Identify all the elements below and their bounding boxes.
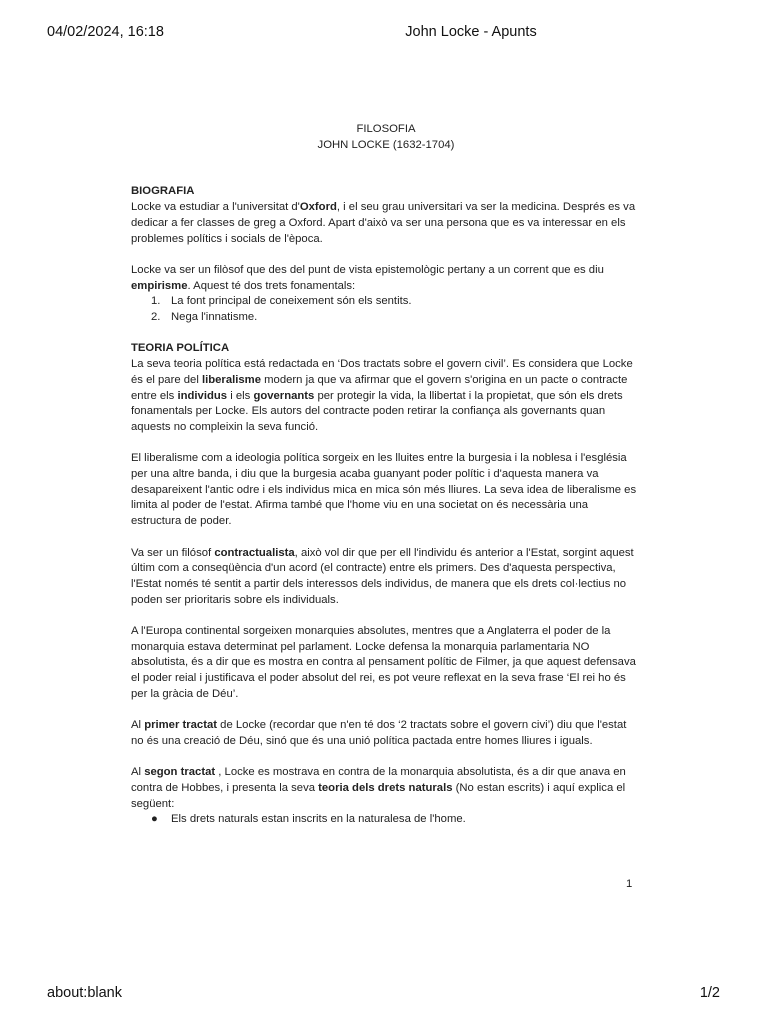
list-item-text: Els drets naturals estan inscrits en la naturalesa de l'home. [171,813,466,826]
document-subject: FILOSOFIA [356,123,416,135]
text-run: modern ja que va afirmar que el govern s'origina en un pacte o contracte entre els [131,373,628,402]
text-run: Al [131,719,145,732]
print-date: 04/02/2024, 16:18 [47,24,164,40]
bold-text: empirisme [131,279,188,292]
text-run: , i el seu grau universitari va ser la medicina. Després es va dedicar a fer classes de greg a Oxford. Apart d'això va ser una persona que es va interessar en els problemes polítics i socials de l'època. [131,201,636,245]
text-run: Locke va estudiar a l'universitat d' [131,201,300,214]
text-run: Va ser un filósof [131,546,215,559]
text-run: La seva teoria política está redactada en ‘Dos tractats sobre el govern civil’. Es considera que Locke és el pare del [131,358,633,386]
bold-text: contractualista [214,546,295,559]
text-run: de Locke (recordar que n'en té dos ‘2 tractats sobre el govern civi’) diu que l'estat no és una creació de Déu, sinó que és una unió política pactada entre homes lliures i iguals. [131,719,627,747]
list-item [131,812,641,828]
text-run: , això vol dir que per ell l'individu és anterior a l'Estat, sorgint aquest últim com a conseqüència d'un acord (el contracte) entre els primers. Des d'aquesta perspectiva, l'Estat només té sentit a partir dels interessos dels individus, de manera que els drets col·lectius no poden ser prioritaris sobre els individuals. [131,546,634,606]
paragraph [131,546,641,609]
document-title: JOHN LOCKE (1632-1704) [317,138,455,151]
text-run: , Locke es mostrava en contra de la monarquia absolutista, és a dir que anava en contra de Hobbes, i presenta la seva [131,766,626,795]
paragraph [131,200,641,247]
section-heading-biografia: BIOGRAFIA [131,185,195,198]
paragraph [131,765,641,812]
bold-text: Oxford [299,201,337,214]
document-page [131,122,641,828]
list-marker: 2. [151,311,161,324]
paragraph [131,624,641,703]
list-item-text: La font principal de coneixement són els sentits. [171,295,412,308]
print-title: John Locke - Apunts [405,24,537,40]
bold-text: liberalisme [201,373,261,386]
bold-text: teoria dels drets naturals [318,782,453,795]
text-run: i els [227,389,254,402]
bold-text: individus [177,389,228,402]
bold-text: segon tractat [144,766,216,779]
text-run: . Aquest té dos trets fonamentals: [187,279,356,292]
text-run: Locke va ser un filòsof que des del punt de vista epistemològic pertany a un corrent que es diu [131,263,604,276]
bold-text: governants [253,389,315,402]
page-number: 1 [626,878,633,890]
print-url: about:blank [47,985,122,1001]
paragraph [131,263,641,294]
numbered-list [131,294,641,325]
bold-text: primer tractat [144,719,218,732]
text-run: El liberalisme com a ideologia política sorgeix en les lluites entre la burgesia i la noblesa i l'església per una altre banda, i diu que la burgesia acaba guanyant poder polític i d'aquesta manera va desapareixent l'antic odre i els individus mica en mica són més lliures. La seva idea de liberalisme es limita al poder de l'estat. Afirma també que l'home viu en una societat on és necessària una estructura de poder. [131,452,637,528]
list-item-text: Nega l'innatisme. [171,311,258,324]
section-heading-teoria-politica: TEORIA POLÍTICA [131,342,230,355]
paragraph [131,451,641,530]
text-run: A l'Europa continental sorgeixen monarquies absolutes, mentres que a Anglaterra el poder de la monarquia estava determinat pel parlament. Locke defensa la monarquia parlamentaria NO absolutista, és a dir que es mostra en contra al pensament polític de Filmer, ja que aquest defensava el poder reial i justificava el poder absolut del rei, es pot veure reflexat en la seva frase ‘El rei ho és per la gràcia de Déu’. [131,625,636,700]
paragraph [131,718,641,749]
paragraph [131,357,641,436]
text-run: per protegir la vida, la llibertat i la propietat, que són els drets fonamentals per Locke. Els autors del contracte poden retirar la confiança als governants quan aquests no compleixin la seva funció. [131,389,623,433]
list-item [131,310,641,326]
print-page-count: 1/2 [699,985,720,1001]
text-run: Al [131,766,145,779]
list-marker: ● [151,813,158,826]
text-run: (No estan escrits) i aquí explica el següent: [131,782,626,810]
list-item [131,294,641,310]
list-marker: 1. [151,295,161,308]
bullet-list [131,812,641,828]
